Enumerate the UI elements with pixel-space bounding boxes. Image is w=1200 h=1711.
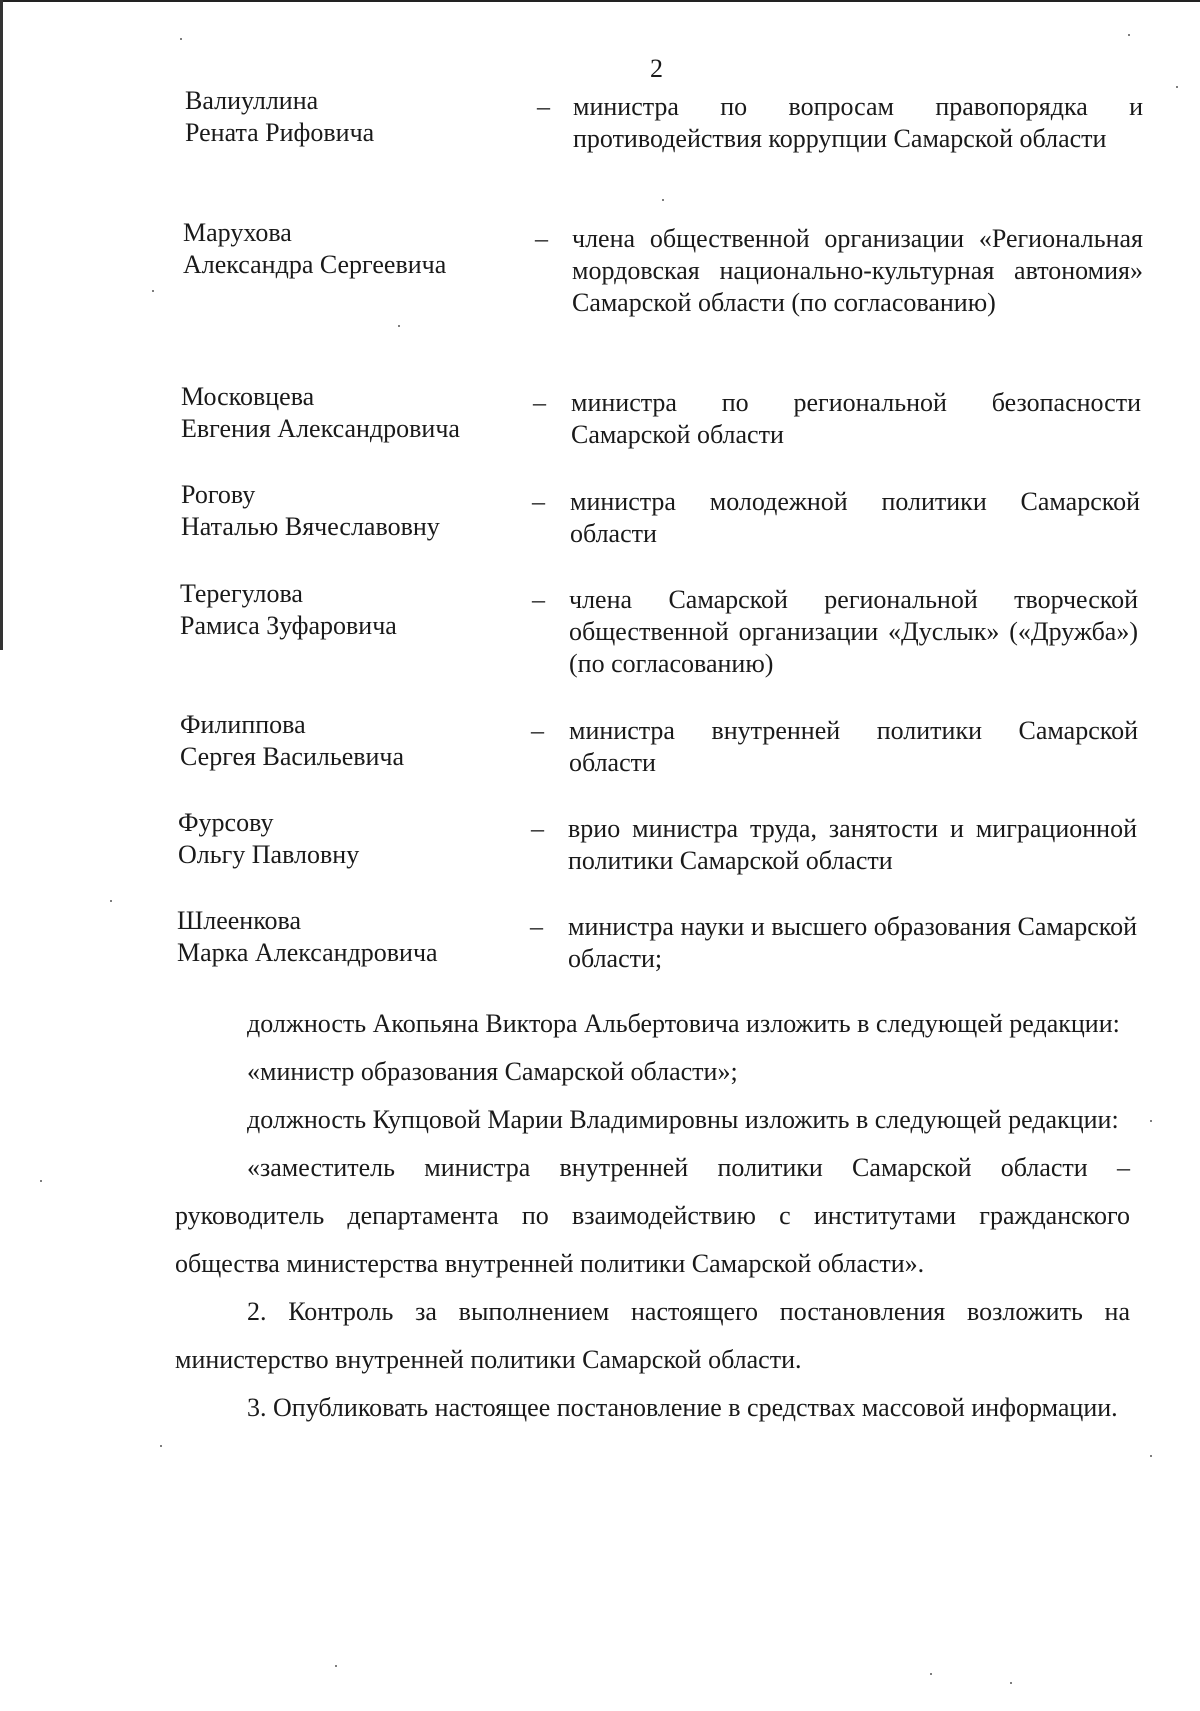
member-given-names: Ольгу Павловну (178, 840, 360, 869)
paragraph: 2. Контроль за выполнением настоящего постановления возложить на министерство внутренней политики Самарской области. (175, 1297, 1130, 1374)
paragraph: «заместитель министра внутренней политики Самарской области – руководитель департамента по взаимодействию с институтами гражданского общества министерства внутренней политики Самарской области». (175, 1153, 1130, 1278)
member-name (177, 905, 517, 969)
member-name (180, 709, 520, 773)
member-surname: Филиппова (180, 710, 306, 739)
member-name (180, 578, 520, 642)
scan-speck (40, 1180, 42, 1182)
separator-dash: – (532, 585, 545, 614)
member-surname: Терегулова (180, 579, 303, 608)
separator-dash: – (531, 814, 544, 843)
member-position: члена общественной организации «Региональная мордовская национально-культурная автономия» Самарской области (по согласованию) (572, 224, 1143, 317)
paragraph: 3. Опубликовать настоящее постановление в средствах массовой информации. (247, 1393, 1118, 1422)
member-given-names: Наталью Вячеславовну (181, 512, 440, 541)
member-position: министра по вопросам правопорядка и противодействия коррупции Самарской области (573, 92, 1143, 153)
paragraph: должность Купцовой Марии Владимировны изложить в следующей редакции: (247, 1105, 1119, 1134)
scan-speck (110, 900, 112, 902)
member-surname: Рогову (181, 480, 256, 509)
scan-speck (1010, 1682, 1012, 1684)
scan-speck (152, 290, 154, 292)
member-surname: Марухова (183, 218, 292, 247)
scan-speck (398, 325, 400, 327)
member-given-names: Рената Рифовича (185, 118, 375, 147)
separator-dash: – (535, 224, 548, 253)
scan-left-edge (0, 0, 3, 650)
member-name (183, 217, 523, 281)
member-position: врио министра труда, занятости и миграционной политики Самарской области (568, 814, 1137, 875)
scan-speck (335, 1665, 337, 1667)
scan-speck (180, 38, 182, 40)
separator-dash: – (537, 92, 550, 121)
scan-speck (1176, 86, 1178, 88)
scan-speck (1128, 34, 1130, 36)
member-given-names: Марка Александровича (177, 938, 438, 967)
scan-top-edge (0, 0, 1200, 2)
member-position: министра по региональной безопасности Самарской области (571, 388, 1141, 449)
scan-speck (662, 199, 664, 201)
member-name (181, 381, 521, 445)
separator-dash: – (532, 487, 545, 516)
member-position: министра молодежной политики Самарской области (570, 487, 1140, 548)
member-surname: Шлеенкова (177, 906, 301, 935)
paragraph: должность Акопьяна Виктора Альбертовича изложить в следующей редакции: (247, 1009, 1120, 1038)
member-surname: Фурсову (178, 808, 274, 837)
member-position: министра внутренней политики Самарской области (569, 716, 1138, 777)
paragraph: «министр образования Самарской области»; (247, 1057, 738, 1086)
body-text (175, 1000, 1130, 1432)
member-given-names: Рамиса Зуфаровича (180, 611, 397, 640)
member-surname: Валиуллина (185, 86, 319, 115)
member-given-names: Евгения Александровича (181, 414, 460, 443)
member-name (181, 479, 521, 543)
separator-dash: – (530, 912, 543, 941)
member-position: министра науки и высшего образования Самарской области; (568, 912, 1137, 973)
scan-speck (1150, 1120, 1152, 1122)
scan-speck (1150, 1455, 1152, 1457)
separator-dash: – (533, 388, 546, 417)
separator-dash: – (531, 716, 544, 745)
member-position: члена Самарской региональной творческой общественной организации «Дуслык» («Дружба») (по согласованию) (569, 585, 1138, 678)
member-surname: Московцева (181, 382, 315, 411)
member-name (185, 85, 525, 149)
scan-speck (160, 1445, 162, 1447)
scan-speck (930, 1673, 932, 1675)
member-given-names: Александра Сергеевича (183, 250, 447, 279)
member-given-names: Сергея Васильевича (180, 742, 405, 771)
page-number: 2 (650, 54, 663, 83)
member-name (178, 807, 518, 871)
